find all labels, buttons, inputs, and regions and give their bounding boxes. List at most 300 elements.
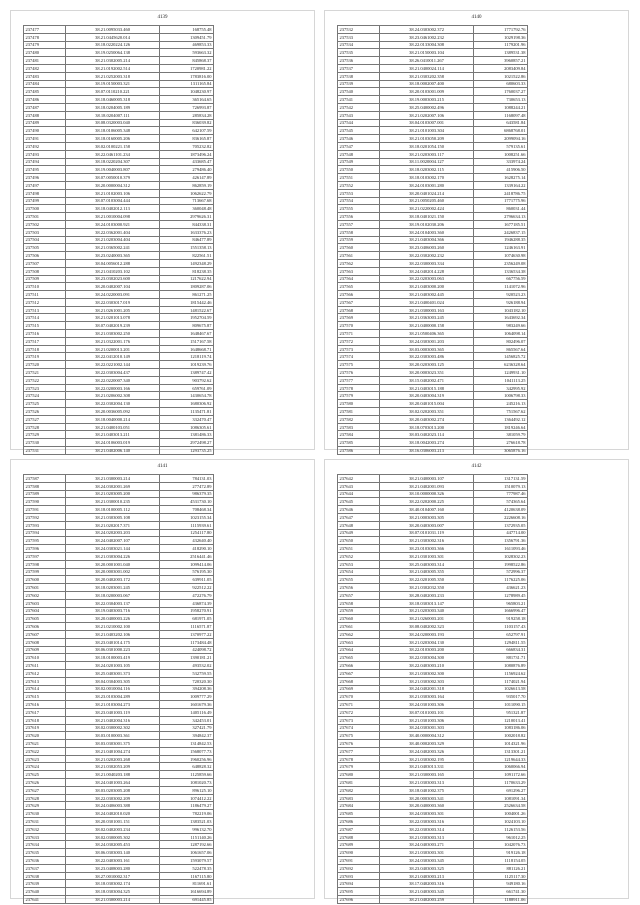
table-row <box>24 755 214 763</box>
row-id-cell: 237565 <box>338 283 380 291</box>
table-row <box>338 677 528 685</box>
row-id-cell: 237656 <box>338 584 380 592</box>
table-row <box>338 841 528 849</box>
row-id-cell: 237517 <box>24 337 66 345</box>
amount-cell: 1179201.96 <box>474 41 528 49</box>
amount-cell: 1339164.22 <box>474 181 528 189</box>
location-code-cell: 38.22.0302002.232 <box>380 252 474 260</box>
location-code-cell: 38.21.0202007.106 <box>380 111 474 119</box>
location-code-cell: 38.18.0100003.419 <box>66 654 160 662</box>
row-id-cell: 237513 <box>24 306 66 314</box>
table-row <box>338 779 528 787</box>
amount-cell: 1029198.36 <box>474 33 528 41</box>
table-row <box>338 896 528 904</box>
row-id-cell: 237618 <box>24 716 66 724</box>
location-code-cell: 38.40.0104007.160 <box>380 506 474 514</box>
table-row <box>24 197 214 205</box>
location-code-cell: 38.24.0303021.144 <box>66 545 160 553</box>
location-code-cell: 38.21.0363003.245 <box>380 314 474 322</box>
table-row <box>24 623 214 631</box>
amount-cell: 1456825.72 <box>474 353 528 361</box>
amount-cell: 1014321.96 <box>474 740 528 748</box>
amount-cell: 1551358.13 <box>160 244 214 252</box>
table-row <box>338 244 528 252</box>
row-id-cell: 237696 <box>338 896 380 904</box>
amount-cell: 1135471.81 <box>160 408 214 416</box>
location-code-cell: 38.21.0403005.355 <box>380 568 474 576</box>
location-code-cell: 38.25.0403003.314 <box>380 560 474 568</box>
amount-cell: 1517167.58 <box>160 337 214 345</box>
amount-cell: 245216.13 <box>474 400 528 408</box>
location-code-cell: 38.21.0010004.098 <box>66 213 160 221</box>
amount-cell: 1815442.46 <box>160 298 214 306</box>
table-row <box>338 158 528 166</box>
amount-cell: 3065876.16 <box>474 447 528 455</box>
location-code-cell: 38.22.0362001.404 <box>66 228 160 236</box>
amount-cell: 415906.50 <box>474 166 528 174</box>
location-code-cell: 38.22.0303003.316 <box>380 818 474 826</box>
location-code-cell: 38.24.0303001.203 <box>380 337 474 345</box>
table-row <box>338 26 528 34</box>
location-code-cell: 38.23.0240003.365 <box>66 252 160 260</box>
table-row <box>338 142 528 150</box>
location-code-cell: 38.21.0300010.235 <box>66 498 160 506</box>
amount-cell: 1103157.43 <box>474 623 528 631</box>
row-id-cell: 237568 <box>338 306 380 314</box>
row-id-cell: 237550 <box>338 166 380 174</box>
row-id-cell: 237492 <box>24 142 66 150</box>
location-code-cell: 38.07.0101003.101 <box>380 708 474 716</box>
amount-cell: 1174021.94 <box>474 677 528 685</box>
amount-cell: 593663.32 <box>160 49 214 57</box>
row-id-cell: 237615 <box>24 693 66 701</box>
location-code-cell: 38.20.0000004.312 <box>66 181 160 189</box>
amount-cell: 1168097.48 <box>474 111 528 119</box>
row-id-cell: 237491 <box>24 135 66 143</box>
table-row <box>338 111 528 119</box>
amount-cell: 277472.89 <box>160 482 214 490</box>
amount-cell: 1278989.45 <box>474 591 528 599</box>
row-id-cell: 237642 <box>338 475 380 483</box>
amount-cell: 1372935.05 <box>474 521 528 529</box>
row-id-cell: 237690 <box>338 849 380 857</box>
row-id-cell: 237694 <box>338 880 380 888</box>
row-id-cell: 237685 <box>338 810 380 818</box>
row-id-cell: 237645 <box>338 498 380 506</box>
table-row <box>24 607 214 615</box>
row-id-cell: 237554 <box>338 197 380 205</box>
row-id-cell: 237553 <box>338 189 380 197</box>
row-id-cell: 237585 <box>338 439 380 447</box>
amount-cell: 903792.62 <box>160 376 214 384</box>
row-id-cell: 237524 <box>24 392 66 400</box>
row-id-cell: 237678 <box>338 755 380 763</box>
row-id-cell: 237687 <box>338 825 380 833</box>
row-id-cell: 237503 <box>24 228 66 236</box>
location-code-cell: 38.24.0302001.269 <box>66 482 160 490</box>
location-code-cell: 38.22.0200003.166 <box>66 384 160 392</box>
amount-cell: 4120638.09 <box>474 506 528 514</box>
location-code-cell: 38.03.0203005.208 <box>66 786 160 794</box>
amount-cell: 2972498.27 <box>160 439 214 447</box>
amount-cell: 986379.35 <box>160 490 214 498</box>
amount-cell: 276618.78 <box>474 439 528 447</box>
location-code-cell: 38.22.0201005.350 <box>380 576 474 584</box>
location-code-cell: 38.21.0210002.100 <box>66 623 160 631</box>
amount-cell: 447714.00 <box>474 529 528 537</box>
row-id-cell: 237643 <box>338 482 380 490</box>
row-id-cell: 237557 <box>338 220 380 228</box>
amount-cell: 1311165.84 <box>160 80 214 88</box>
location-code-cell: 38.18.0703013.200 <box>380 423 474 431</box>
amount-cell: 965803.21 <box>474 599 528 607</box>
amount-cell: 1061657.06 <box>160 849 214 857</box>
location-code-cell: 38.18.0002007.400 <box>380 80 474 88</box>
location-code-cell: 38.18.0303004.325 <box>66 888 160 896</box>
table-row <box>338 615 528 623</box>
row-id-cell: 237591 <box>24 506 66 514</box>
table-row <box>24 384 214 392</box>
table-row <box>24 794 214 802</box>
table-row <box>338 849 528 857</box>
amount-cell: 818238.35 <box>160 267 214 275</box>
row-id-cell: 237641 <box>24 896 66 904</box>
amount-cell: 1952704.59 <box>160 314 214 322</box>
row-id-cell: 237573 <box>338 345 380 353</box>
row-id-cell: 237542 <box>338 103 380 111</box>
location-code-cell: 38.21.0303002.300 <box>380 669 474 677</box>
table-row <box>338 498 528 506</box>
row-id-cell: 237662 <box>338 630 380 638</box>
location-code-cell: 38.24.0303003.345 <box>380 857 474 865</box>
table-row <box>338 732 528 740</box>
location-code-cell: 38.21.0303003.313 <box>380 833 474 841</box>
amount-cell: 576195.30 <box>160 568 214 576</box>
table-row <box>338 228 528 236</box>
amount-cell: 1771775.96 <box>474 197 528 205</box>
table-row <box>24 576 214 584</box>
location-code-cell: 38.21.0403003.213 <box>380 872 474 880</box>
location-code-cell: 38.21.0410203.102 <box>66 267 160 275</box>
location-code-cell: 38.21.0303005.108 <box>66 513 160 521</box>
table-row <box>24 708 214 716</box>
location-code-cell: 38.21.0403202.106 <box>66 630 160 638</box>
row-id-cell: 237620 <box>24 732 66 740</box>
amount-cell: 1043182.10 <box>474 306 528 314</box>
amount-cell: 1156924.62 <box>474 669 528 677</box>
table-row <box>338 560 528 568</box>
table-row <box>338 267 528 275</box>
table-row <box>24 392 214 400</box>
table-row <box>24 880 214 888</box>
location-code-cell: 38.22.0412010.149 <box>66 353 160 361</box>
table-row <box>338 529 528 537</box>
location-code-cell: 38.02.0010004.116 <box>66 685 160 693</box>
amount-cell: 1648467.67 <box>160 330 214 338</box>
location-code-cell: 38.22.0461101.234 <box>66 150 160 158</box>
table-row <box>24 376 214 384</box>
table-row <box>338 506 528 514</box>
amount-cell: 861271.25 <box>160 291 214 299</box>
table-row <box>24 189 214 197</box>
location-code-cell: 38.21.0303202.358 <box>380 72 474 80</box>
row-id-cell: 237484 <box>24 80 66 88</box>
row-id-cell: 237663 <box>338 638 380 646</box>
row-id-cell: 237671 <box>338 701 380 709</box>
table-row <box>24 447 214 455</box>
location-code-cell: 38.18.0401021.150 <box>380 213 474 221</box>
row-id-cell: 237632 <box>24 825 66 833</box>
row-id-cell: 237510 <box>24 283 66 291</box>
amount-cell: 1074630.98 <box>474 252 528 260</box>
amount-cell: 836039.82 <box>160 119 214 127</box>
table-row <box>24 298 214 306</box>
location-code-cell: 38.18.0204007.111 <box>66 111 160 119</box>
row-id-cell: 237623 <box>24 755 66 763</box>
row-id-cell: 237612 <box>24 669 66 677</box>
location-code-cell: 38.24.0402014.228 <box>380 267 474 275</box>
location-code-cell: 38.21.0050205.460 <box>380 197 474 205</box>
row-id-cell: 237562 <box>338 259 380 267</box>
row-id-cell: 237538 <box>338 72 380 80</box>
location-code-cell: 38.07.0402019.239 <box>66 322 160 330</box>
location-code-cell: 38.21.0103004.273 <box>66 701 160 709</box>
location-code-cell: 38.20.0301001.151 <box>66 818 160 826</box>
location-code-cell: 38.22.0403003.210 <box>380 662 474 670</box>
row-id-cell: 237574 <box>338 353 380 361</box>
amount-cell: 1314842.53 <box>160 740 214 748</box>
table-row <box>338 825 528 833</box>
amount-cell: 1946288.35 <box>474 236 528 244</box>
row-id-cell: 237520 <box>24 361 66 369</box>
location-code-cell: 38.40.0002003.329 <box>380 740 474 748</box>
location-code-cell: 38.21.0400401.024 <box>380 298 474 306</box>
table-row <box>338 545 528 553</box>
table-row <box>24 849 214 857</box>
amount-cell: 1217622.94 <box>160 275 214 283</box>
row-id-cell: 237636 <box>24 857 66 865</box>
table-row <box>24 669 214 677</box>
row-id-cell: 237528 <box>24 423 66 431</box>
location-code-cell: 38.24.0303001.303 <box>380 724 474 732</box>
row-id-cell: 237539 <box>338 80 380 88</box>
row-id-cell: 237668 <box>338 677 380 685</box>
location-code-cell: 38.19.0102030.206 <box>380 220 474 228</box>
sheet-bottom-right <box>324 459 629 902</box>
amount-cell: 1186479.27 <box>160 802 214 810</box>
amount-cell: 1218119.74 <box>160 353 214 361</box>
amount-cell: 2516441.46 <box>160 552 214 560</box>
table-row <box>338 259 528 267</box>
location-code-cell: 38.22.0304003.137 <box>66 599 160 607</box>
table-row <box>24 490 214 498</box>
location-code-cell: 38.17.0402003.316 <box>380 880 474 888</box>
location-code-cell: 38.20.0402007.104 <box>66 283 160 291</box>
location-code-cell: 38.18.0220204.307 <box>66 158 160 166</box>
table-row <box>338 376 528 384</box>
location-code-cell: 38.21.0500406.365 <box>380 330 474 338</box>
row-id-cell: 237622 <box>24 747 66 755</box>
amount-cell: 809675.87 <box>160 322 214 330</box>
table-row <box>24 345 214 353</box>
location-code-cell: 38.21.0303002.195 <box>380 755 474 763</box>
table-row <box>24 513 214 521</box>
row-id-cell: 237644 <box>338 490 380 498</box>
row-id-cell: 237630 <box>24 810 66 818</box>
amount-cell: 1383521.03 <box>160 818 214 826</box>
table-row <box>24 740 214 748</box>
row-id-cell: 237535 <box>338 49 380 57</box>
table-row <box>338 88 528 96</box>
row-id-cell: 237530 <box>24 439 66 447</box>
amount-cell: 680603.33 <box>474 80 528 88</box>
row-id-cell: 237548 <box>338 150 380 158</box>
row-id-cell: 237654 <box>338 568 380 576</box>
row-id-cell: 237571 <box>338 330 380 338</box>
amount-cell: 1249931.10 <box>474 369 528 377</box>
row-id-cell: 237500 <box>24 205 66 213</box>
location-code-cell: 38.24.0103001.280 <box>380 181 474 189</box>
table-row <box>338 298 528 306</box>
amount-cell: 1389747.42 <box>160 369 214 377</box>
amount-cell: 1287192.66 <box>160 841 214 849</box>
amount-cell: 691445.85 <box>160 896 214 904</box>
amount-cell: 667756.59 <box>474 275 528 283</box>
location-code-cell: 38.21.0300003.165 <box>380 771 474 779</box>
row-id-cell: 237670 <box>338 693 380 701</box>
amount-cell: 1009777.29 <box>160 693 214 701</box>
location-code-cell: 38.23.0408003.280 <box>66 864 160 872</box>
table-row <box>338 888 528 896</box>
row-id-cell: 237519 <box>24 353 66 361</box>
location-code-cell: 38.20.0402003.172 <box>66 576 160 584</box>
table-row <box>338 181 528 189</box>
table-row <box>24 857 214 865</box>
location-code-cell: 38.21.0201013.078 <box>66 314 160 322</box>
row-id-cell: 237552 <box>338 181 380 189</box>
table-row <box>24 252 214 260</box>
row-id-cell: 237639 <box>24 880 66 888</box>
location-code-cell: 38.02.0100221.158 <box>66 142 160 150</box>
amount-cell: 2099094.16 <box>474 135 528 143</box>
table-row <box>24 537 214 545</box>
amount-cell: 3960857.21 <box>474 57 528 65</box>
table-row <box>24 864 214 872</box>
location-code-cell: 38.18.0203001.245 <box>66 584 160 592</box>
row-id-cell: 237599 <box>24 568 66 576</box>
row-id-cell: 237515 <box>24 322 66 330</box>
amount-cell: 1819246.64 <box>474 423 528 431</box>
location-code-cell: 38.21.0261001.205 <box>66 306 160 314</box>
table-row <box>338 568 528 576</box>
row-id-cell: 237578 <box>338 384 380 392</box>
sheet-title: 4139 <box>157 15 168 20</box>
table-row <box>338 794 528 802</box>
sheet-title: 4140 <box>471 15 482 20</box>
row-id-cell: 237648 <box>338 521 380 529</box>
amount-cell: 659761.09 <box>160 384 214 392</box>
amount-cell: 1405116.49 <box>160 708 214 716</box>
location-code-cell: 38.24.0103000.921 <box>66 220 160 228</box>
amount-cell: 1188911.06 <box>474 896 528 904</box>
row-id-cell: 237602 <box>24 591 66 599</box>
row-id-cell: 237546 <box>338 135 380 143</box>
location-code-cell: 38.22.0303003.486 <box>380 353 474 361</box>
amount-cell: 865567.64 <box>474 345 528 353</box>
location-code-cell: 38.21.0402006.140 <box>66 447 160 455</box>
row-id-cell: 237635 <box>24 849 66 857</box>
amount-cell: 860031.44 <box>474 205 528 213</box>
row-id-cell: 237605 <box>24 615 66 623</box>
location-code-cell: 38.22.0303017.019 <box>66 298 160 306</box>
amount-cell: 1960256.96 <box>160 755 214 763</box>
amount-cell: 845868.37 <box>160 57 214 65</box>
table-row <box>24 646 214 654</box>
table-row <box>24 568 214 576</box>
row-id-cell: 237577 <box>338 376 380 384</box>
row-id-cell: 237477 <box>24 26 66 34</box>
table-row <box>24 111 214 119</box>
row-id-cell: 237637 <box>24 864 66 872</box>
location-code-cell: 38.21.0303002.316 <box>380 537 474 545</box>
row-id-cell: 237647 <box>338 513 380 521</box>
amount-cell: 922512.22 <box>160 584 214 592</box>
location-code-cell: 38.07.0103004.444 <box>66 197 160 205</box>
amount-cell: 1481522.67 <box>160 306 214 314</box>
table-row <box>24 732 214 740</box>
amount-cell: 1064098.14 <box>474 330 528 338</box>
row-id-cell: 237493 <box>24 150 66 158</box>
table-row <box>338 685 528 693</box>
amount-cell: 424098.72 <box>160 646 214 654</box>
row-id-cell: 237501 <box>24 213 66 221</box>
row-id-cell: 237545 <box>338 127 380 135</box>
row-id-cell: 237675 <box>338 732 380 740</box>
table-row <box>24 244 214 252</box>
table-row <box>24 135 214 143</box>
location-code-cell: 38.20.0003003.341 <box>380 794 474 802</box>
location-code-cell: 38.21.0322001.176 <box>66 337 160 345</box>
table-row <box>338 810 528 818</box>
row-id-cell: 237650 <box>338 537 380 545</box>
table-row <box>338 763 528 771</box>
location-code-cell: 38.18.0203002.115 <box>380 166 474 174</box>
amount-cell: 381059.79 <box>474 431 528 439</box>
location-code-cell: 38.02.0202003.351 <box>380 408 474 416</box>
table-row <box>338 72 528 80</box>
location-code-cell: 38.20.0401024.214 <box>380 189 474 197</box>
table-row <box>338 322 528 330</box>
location-code-cell: 38.21.0202003.268 <box>66 755 160 763</box>
table-row <box>338 755 528 763</box>
amount-cell: 681971.05 <box>160 615 214 623</box>
table-row <box>24 33 214 41</box>
location-code-cell: 38.18.0303013.147 <box>380 599 474 607</box>
table-row <box>24 26 214 34</box>
amount-cell: 2418786.75 <box>474 189 528 197</box>
row-id-cell: 237679 <box>338 763 380 771</box>
row-id-cell: 237673 <box>338 716 380 724</box>
location-code-cell: 38.24.0220003.091 <box>66 291 160 299</box>
row-id-cell: 237506 <box>24 252 66 260</box>
row-id-cell: 237660 <box>338 615 380 623</box>
location-code-cell: 38.20.0003001.002 <box>66 568 160 576</box>
row-id-cell: 237672 <box>338 708 380 716</box>
location-code-cell: 38.26.0410011.267 <box>380 57 474 65</box>
amount-cell: 720320.30 <box>160 677 214 685</box>
row-id-cell: 237616 <box>24 701 66 709</box>
table-row <box>338 591 528 599</box>
